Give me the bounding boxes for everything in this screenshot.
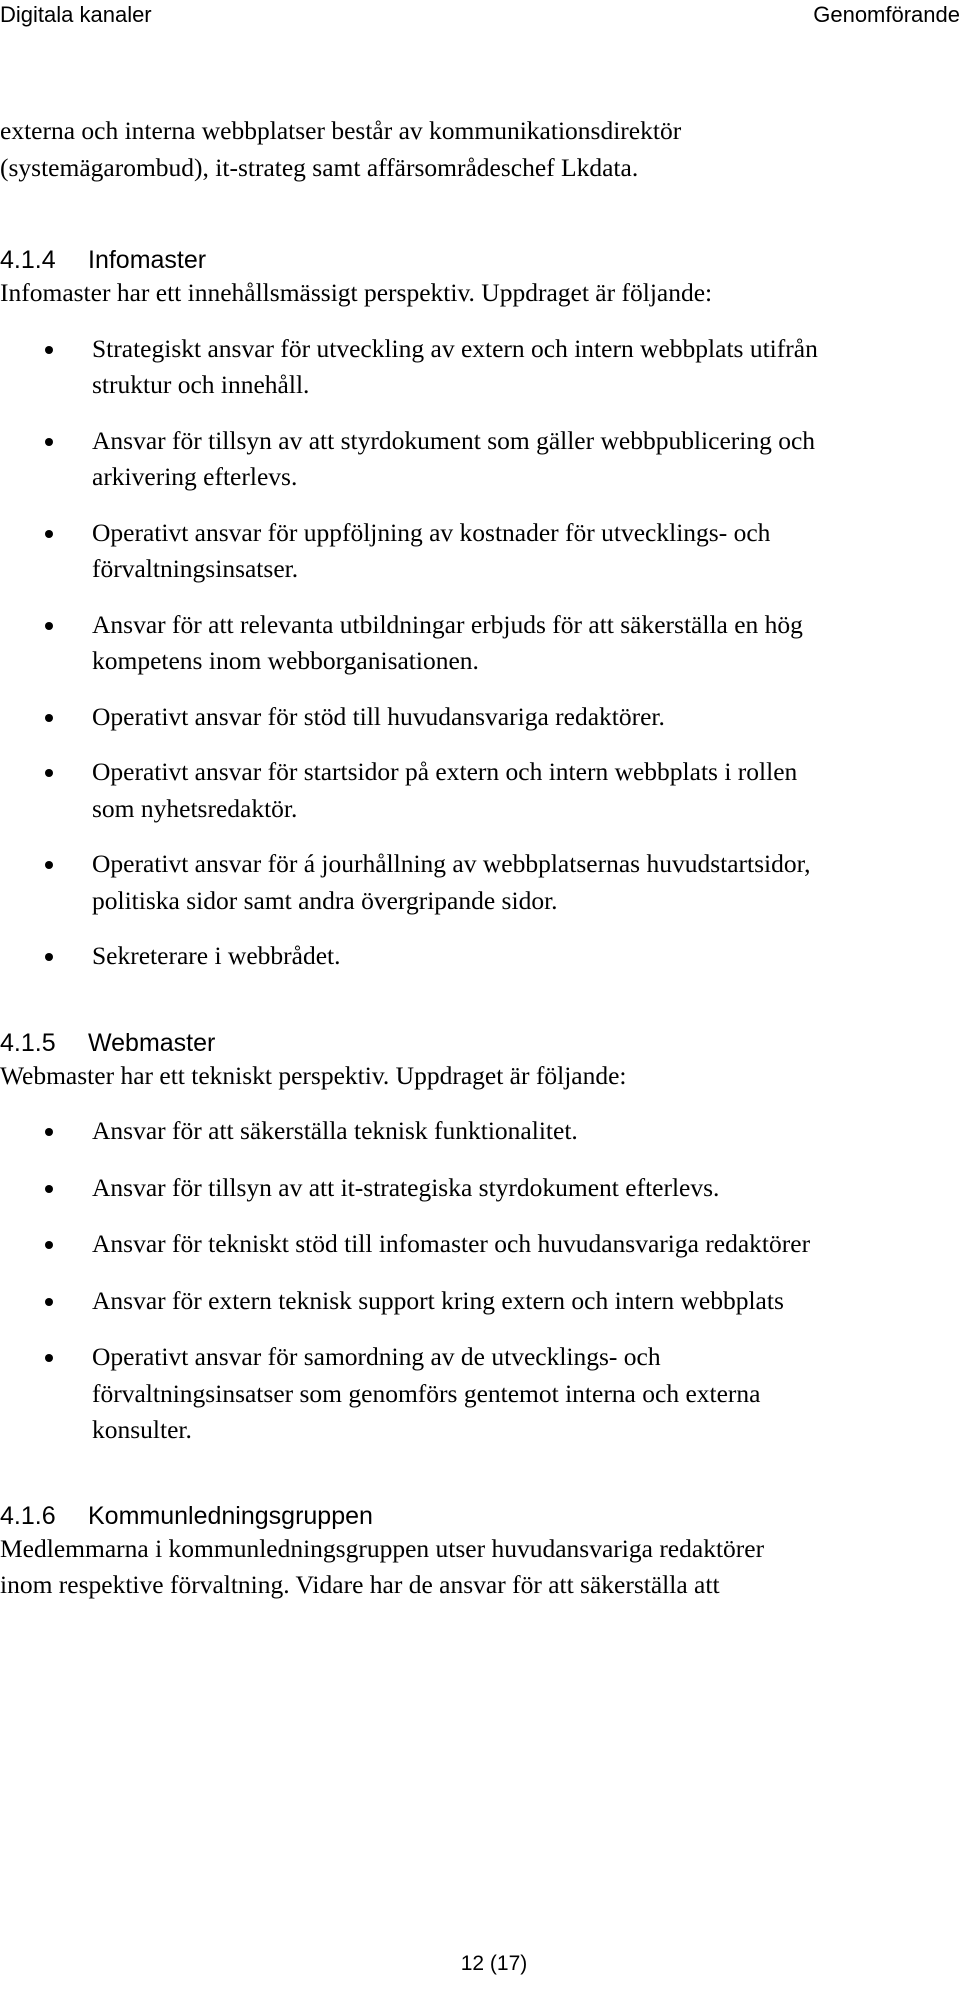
bullet-icon [45, 861, 53, 869]
list-item: Sekreterare i webbrådet. [0, 938, 960, 975]
bullet-icon [45, 346, 53, 354]
list-item: Ansvar för tillsyn av att styrdokument som gäller webbpublicering och arkivering efterlevs. [0, 423, 960, 496]
list-item: Operativt ansvar för á jourhållning av webbplatsernas huvudstartsidor, politiska sidor samt andra övergripande sidor. [0, 846, 960, 919]
bullet-icon [45, 1298, 53, 1306]
section-number: 4.1.6 [0, 1501, 56, 1530]
list-item: Ansvar för att säkerställa teknisk funktionalitet. [0, 1113, 960, 1150]
header-left-title: Digitala kanaler [0, 2, 152, 27]
text-line: externa och interna webbplatser består av kommunikationsdirektör [0, 116, 682, 145]
text-line: Medlemmarna i kommunledningsgruppen utser huvudansvariga redaktörer [0, 1533, 765, 1563]
list-item: Ansvar för att relevanta utbildningar erbjuds för att säkerställa en hög kompetens inom webborganisationen. [0, 607, 960, 680]
bullet-icon [45, 438, 53, 446]
bullet-icon [45, 1241, 53, 1249]
list-item: Operativt ansvar för samordning av de utvecklings- och förvaltningsinsatser som genomförs gentemot interna och externa konsulter. [0, 1339, 960, 1449]
section-title: Kommunledningsgruppen [88, 1501, 373, 1530]
section-intro: Webmaster har ett tekniskt perspektiv. Uppdraget är följande: [0, 1060, 627, 1090]
list-item: Strategiskt ansvar för utveckling av extern och intern webbplats utifrån struktur och innehåll. [0, 331, 960, 404]
list-item: Ansvar för extern teknisk support kring extern och intern webbplats [0, 1283, 960, 1320]
section-heading-infomaster [0, 243, 960, 277]
bullet-icon [45, 1128, 53, 1136]
page-number: 12 (17) [460, 1952, 528, 1975]
text-line: (systemägarombud), it-strateg samt affärsområdeschef Lkdata. [0, 152, 639, 182]
section-title: Infomaster [88, 246, 207, 274]
section-heading-kommunledningsgruppen [0, 1499, 960, 1533]
section-intro: Infomaster har ett innehållsmässigt perspektiv. Uppdraget är följande: [0, 278, 713, 307]
header-right-title: Genomförande [813, 2, 960, 27]
list-item: Ansvar för tekniskt stöd till infomaster och huvudansvariga redaktörer [0, 1226, 960, 1263]
bullet-icon [45, 953, 53, 961]
section-paragraph [0, 1531, 960, 1604]
list-item: Operativt ansvar för startsidor på extern och intern webbplats i rollen som nyhetsredaktör. [0, 754, 960, 827]
list-item: Operativt ansvar för uppföljning av kostnader för utvecklings- och förvaltningsinsatser. [0, 515, 960, 588]
document-body [0, 113, 960, 1604]
list-item: Ansvar för tillsyn av att it-strategiska styrdokument efterlevs. [0, 1170, 960, 1207]
bullet-icon [45, 1185, 53, 1193]
bullet-icon [45, 769, 53, 777]
text-line: inom respektive förvaltning. Vidare har de ansvar för att säkerställa att [0, 1570, 720, 1599]
section-number: 4.1.5 [0, 1028, 56, 1057]
section-title: Webmaster [88, 1028, 216, 1057]
section-number: 4.1.4 [0, 246, 56, 274]
infomaster-bullet-list [0, 331, 960, 975]
webmaster-bullet-list [0, 1113, 960, 1449]
list-item: Operativt ansvar för stöd till huvudansvariga redaktörer. [0, 699, 960, 736]
section-heading-webmaster [0, 1026, 960, 1060]
intro-paragraph [0, 113, 960, 186]
bullet-icon [45, 1354, 53, 1362]
bullet-icon [45, 714, 53, 722]
bullet-icon [45, 530, 53, 538]
bullet-icon [45, 622, 53, 630]
